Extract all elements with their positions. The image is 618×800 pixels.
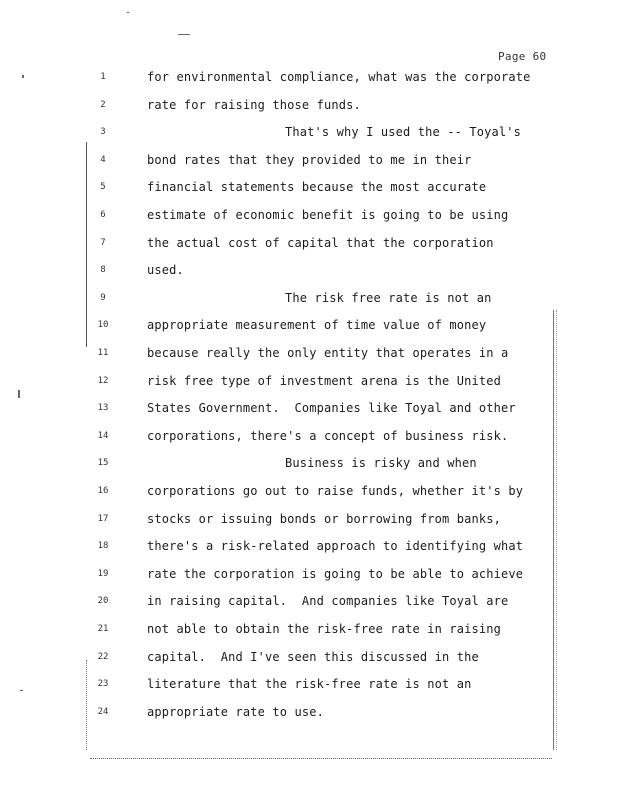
line-text: corporations, there's a concept of business risk.: [147, 428, 509, 443]
line-number: 4: [100, 154, 106, 165]
line-text: bond rates that they provided to me in their: [147, 152, 472, 167]
line-number: 12: [97, 375, 109, 386]
line-text: for environmental compliance, what was the corporate: [147, 70, 531, 84]
line-text: rate for raising those funds.: [147, 97, 361, 112]
margin-bracket-left-lower: [86, 660, 88, 750]
line-number: 6: [100, 210, 106, 220]
line-number: 19: [97, 568, 109, 579]
line-number: 15: [97, 458, 109, 469]
line-text: States Government. Companies like Toyal and other: [147, 401, 516, 416]
page-number: Page 60: [498, 50, 547, 63]
line-number: 18: [97, 541, 109, 552]
line-number: 21: [97, 624, 109, 634]
line-number: 20: [97, 596, 109, 607]
line-text: there's a risk-related approach to identifying what: [147, 539, 524, 554]
line-number: 16: [97, 486, 109, 496]
line-text: literature that the risk-free rate is not an: [147, 677, 472, 692]
bottom-scan-line: [90, 758, 552, 759]
line-text: corporations go out to raise funds, whether it's by: [147, 484, 524, 498]
line-text: the actual cost of capital that the corporation: [147, 235, 494, 250]
margin-bracket-left: [86, 142, 87, 347]
line-text: financial statements because the most accurate: [147, 180, 487, 195]
line-number: 14: [97, 430, 109, 441]
line-text: estimate of economic benefit is going to be using: [147, 208, 509, 222]
line-text: appropriate measurement of time value of money: [147, 318, 487, 333]
line-number: 22: [97, 651, 109, 662]
line-number: 8: [100, 265, 106, 276]
line-number: 1: [100, 72, 106, 82]
line-text: rate the corporation is going to be able to achieve: [147, 566, 524, 581]
line-number: 7: [100, 237, 106, 248]
line-text: That's why I used the -- Toyal's: [285, 125, 521, 140]
line-text: stocks or issuing bonds or borrowing from banks,: [147, 511, 501, 526]
line-text: capital. And I've seen this discussed in the: [147, 649, 479, 664]
line-number: 17: [97, 513, 109, 524]
line-number: 23: [97, 679, 109, 690]
line-number: 3: [100, 127, 106, 138]
margin-bracket-right: [553, 310, 557, 750]
line-number: 13: [97, 403, 109, 414]
line-text: not able to obtain the risk-free rate in raising: [147, 622, 501, 636]
line-text: because really the only entity that operates in a: [147, 346, 509, 360]
line-number: 11: [97, 348, 109, 358]
line-text: The risk free rate is not an: [285, 290, 492, 305]
line-text: risk free type of investment arena is the United: [147, 373, 501, 388]
line-number: 2: [100, 99, 106, 110]
line-number: 5: [100, 182, 106, 193]
line-text: used.: [147, 263, 184, 278]
line-text: in raising capital. And companies like Toyal are: [147, 594, 509, 609]
line-text: appropriate rate to use.: [147, 704, 324, 719]
line-text: Business is risky and when: [285, 456, 477, 471]
line-number: 10: [97, 320, 109, 331]
line-number: 24: [97, 706, 109, 717]
line-number: 9: [100, 292, 106, 303]
